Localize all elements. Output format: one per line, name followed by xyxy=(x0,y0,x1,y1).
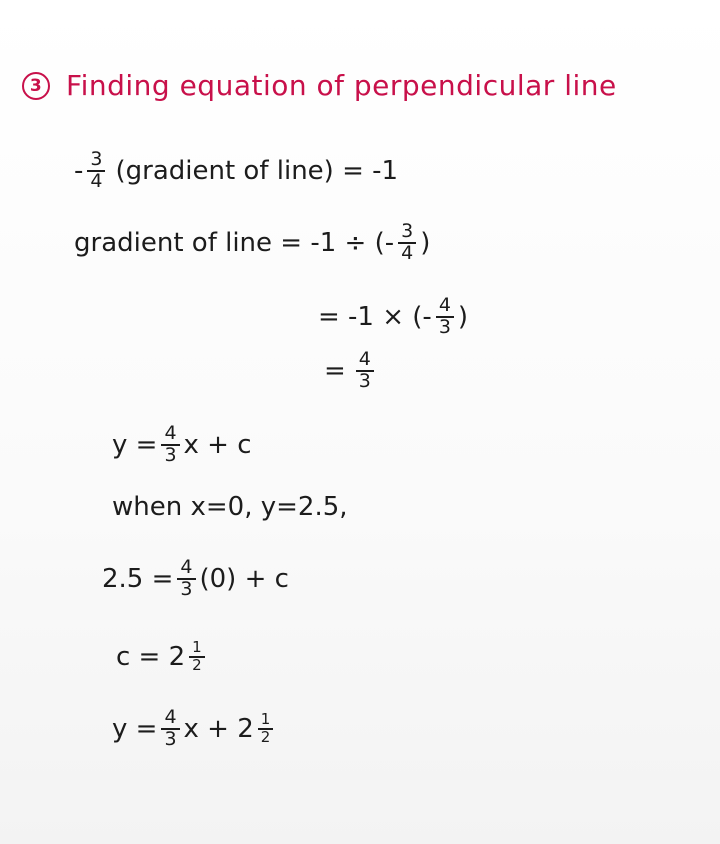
equation-line-7 xyxy=(102,558,289,600)
fraction-3-over-4 xyxy=(398,222,416,264)
fraction-4-over-3 xyxy=(161,708,179,750)
denominator: 3 xyxy=(438,315,451,338)
fraction-4-over-3 xyxy=(177,558,195,600)
fraction-1-over-2 xyxy=(258,712,274,746)
equation-line-8 xyxy=(116,640,209,674)
numerator: 4 xyxy=(356,350,374,372)
equation-line-5 xyxy=(112,424,252,466)
equation-text: y = xyxy=(112,713,158,744)
fraction-4-over-3 xyxy=(436,296,454,338)
equation-text: (gradient of line) = -1 xyxy=(115,155,399,186)
denominator: 3 xyxy=(358,369,371,392)
equation-line-3 xyxy=(318,296,468,338)
fraction-3-over-4 xyxy=(87,150,105,192)
numerator: 3 xyxy=(87,150,105,172)
numerator: 4 xyxy=(436,296,454,318)
step-number-badge: 3 xyxy=(22,72,50,100)
fraction-1-over-2 xyxy=(189,640,205,674)
equation-text: y = xyxy=(112,429,158,460)
numerator: 1 xyxy=(189,640,205,658)
denominator: 4 xyxy=(90,169,103,192)
equation-line-2 xyxy=(74,222,430,264)
numerator: 4 xyxy=(161,424,179,446)
equals-sign: = xyxy=(324,355,346,386)
equation-text: c = 2 xyxy=(116,641,186,672)
close-paren: ) xyxy=(457,301,469,332)
fraction-4-over-3 xyxy=(161,424,179,466)
numerator: 1 xyxy=(258,712,274,730)
denominator: 3 xyxy=(180,577,193,600)
minus-sign: - xyxy=(74,155,84,186)
equation-text: = -1 × (- xyxy=(318,301,432,332)
equation-line-4 xyxy=(324,350,378,392)
numerator: 4 xyxy=(177,558,195,580)
denominator: 2 xyxy=(260,727,271,746)
final-equation xyxy=(112,708,277,750)
equation-line-6 xyxy=(112,494,348,520)
close-paren: ) xyxy=(420,227,431,258)
equation-text: x + c xyxy=(183,429,252,460)
equation-text: x + 2 xyxy=(183,713,254,744)
equation-text: 2.5 = xyxy=(102,563,174,594)
denominator: 4 xyxy=(401,241,414,264)
equation-text: gradient of line = -1 ÷ (- xyxy=(74,227,395,258)
fraction-4-over-3 xyxy=(356,350,374,392)
denominator: 3 xyxy=(164,443,177,466)
numerator: 3 xyxy=(398,222,416,244)
heading-text: Finding equation of perpendicular line xyxy=(66,69,617,102)
condition-text: when x=0, y=2.5, xyxy=(112,492,348,522)
equation-text: (0) + c xyxy=(199,563,289,594)
equation-line-1 xyxy=(74,150,398,192)
heading xyxy=(22,69,617,102)
numerator: 4 xyxy=(161,708,179,730)
denominator: 3 xyxy=(164,727,177,750)
denominator: 2 xyxy=(192,655,202,674)
